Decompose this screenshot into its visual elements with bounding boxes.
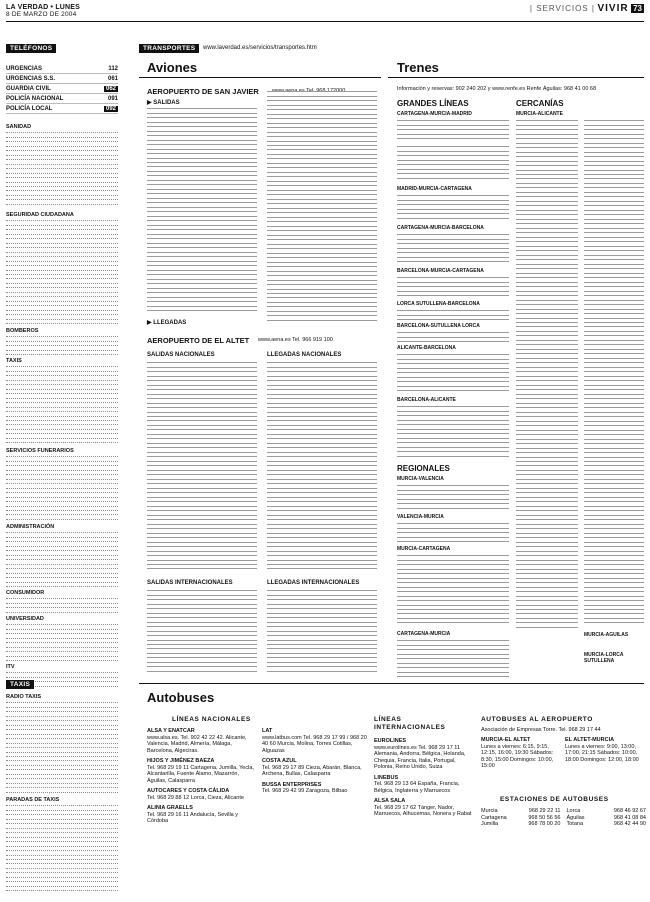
route-heading: BARCELONA-ALICANTE xyxy=(397,397,456,403)
list-lines xyxy=(6,596,118,614)
schedule-lines xyxy=(397,308,509,320)
paper-name: LA VERDAD • LUNES xyxy=(6,4,81,11)
page-number: 73 xyxy=(633,4,642,13)
schedule-lines xyxy=(397,553,509,627)
estaciones-title: ESTACIONES DE AUTOBUSES xyxy=(500,796,609,803)
sanjavier-salidas: ▶ SALIDAS xyxy=(147,100,180,106)
altet-lleg-nac: LLEGADAS NACIONALES xyxy=(267,352,342,358)
aeropuerto-info: Asociación de Empresas Torre. Tel. 968 29 17 44 xyxy=(481,727,601,733)
route-heading: LORCA SUTULLENA-BARCELONA xyxy=(397,301,480,307)
route-murcia-altet xyxy=(481,737,559,770)
sanjavier-llegadas: ▶ LLEGADAS xyxy=(147,320,187,326)
bus-company: ALINIA GRAELLS Tel. 968 29 16 11 Andalucía, Sevilla y Córdoba xyxy=(147,805,239,824)
route-heading: CARTAGENA-MURCIA xyxy=(397,631,451,637)
transport-url: www.laverdad.es/servicios/transportes.htm xyxy=(203,45,317,51)
schedule-lines xyxy=(397,193,509,221)
section-heading: SEGURIDAD CIUDADANA xyxy=(6,212,74,218)
bus-company: EUROLINES www.eurolines.es Tel. 968 29 17 11 Alemania, Andorra, Bélgica, Holanda, Chequia, Francia, Italia, Portugal, Polonia, Reino Unido, Suiza xyxy=(374,738,466,770)
schedule-lines xyxy=(397,638,509,678)
list-lines xyxy=(6,218,118,326)
route-heading: CARTAGENA-MURCIA-MADRID xyxy=(397,111,472,117)
route-heading: ALICANTE-BARCELONA xyxy=(397,345,456,351)
aeropuerto-title: AUTOBUSES AL AEROPUERTO xyxy=(481,716,593,723)
regionales: REGIONALES xyxy=(397,464,450,473)
phone-directory xyxy=(6,122,118,688)
cercanias: CERCANÍAS xyxy=(516,99,564,108)
station-row: Totana 968 42 44 90 xyxy=(566,821,646,827)
trenes-title: Trenes xyxy=(397,60,439,75)
schedule-lines xyxy=(397,118,509,140)
emergency-row: URGENCIAS 112 xyxy=(6,64,118,74)
bus-company: ALSA SALA Tel. 968 29 17 62 Tánger, Nador, Marruecos, Alhucemas, Nonera y Rabat xyxy=(374,798,472,817)
section-heading: ADMINISTRACIÓN xyxy=(6,524,55,530)
schedule-lines xyxy=(147,588,257,676)
route-heading: BARCELONA-MURCIA-CARTAGENA xyxy=(397,268,484,274)
schedule-lines xyxy=(397,144,509,182)
route-heading: VALENCIA-MURCIA xyxy=(397,514,444,520)
taxis-paradas: PARADAS DE TAXIS xyxy=(6,797,60,803)
sanjavier-title: AEROPUERTO DE SAN JAVIER xyxy=(147,87,259,96)
nacionales-col2 xyxy=(262,728,368,795)
altet-sal-int: SALIDAS INTERNACIONALES xyxy=(147,580,233,586)
station-row: Lorca 968 46 92 67 xyxy=(566,808,646,814)
bus-company: AUTOCARES Y COSTA CÁLIDA Tel. 968 29 88 12 Lorca, Cieza, Alicante xyxy=(147,788,244,801)
internacionales-col xyxy=(374,738,474,818)
bus-company: ALSA Y ENATCAR www.alsa.es. Tel. 902 42 22 42. Alicante, Valencia, Madrid, Almería, Málaga, Barcelona, Algeciras. xyxy=(147,728,247,754)
list-lines xyxy=(6,130,118,210)
station-row: Murcia 968 29 22 11 xyxy=(481,808,561,814)
schedule-lines xyxy=(397,275,509,297)
nacionales-title: LÍNEAS NACIONALES xyxy=(172,716,251,723)
list-lines xyxy=(6,334,118,356)
section-heading: SERVICIOS FUNERARIOS xyxy=(6,448,74,454)
list-lines xyxy=(6,530,118,588)
transport-tab: TRANSPORTES xyxy=(139,44,199,53)
list-lines xyxy=(6,364,118,446)
route-heading: MURCIA-AGUILAS xyxy=(584,632,629,638)
sanjavier-info: www.aena.es Tel. 968 172000 xyxy=(272,88,346,94)
trenes-info: Información y reservas: 902 240 202 y www.renfe.es Renfe Águilas: 968 41 00 68 xyxy=(397,86,597,92)
schedule-lines xyxy=(584,118,644,638)
emergency-row: GUARDIA CIVIL 062 xyxy=(6,84,118,94)
bus-company: BUSSA ENTERPRISES Tel. 968 29 42 99 Zaragoza, Bilbao xyxy=(262,781,348,794)
schedule-lines xyxy=(147,360,257,572)
section-name: | SERVICIOS | xyxy=(529,4,595,13)
section-heading: SANIDAD xyxy=(6,124,32,130)
section-heading: UNIVERSIDAD xyxy=(6,616,44,622)
route-altet-murcia xyxy=(565,737,645,763)
schedule-lines xyxy=(397,404,509,460)
schedule-lines xyxy=(267,588,377,676)
schedule-lines xyxy=(516,118,578,638)
internacionales-title: LÍNEAS INTERNACIONALES xyxy=(374,716,446,731)
autobuses-title: Autobuses xyxy=(147,690,215,705)
altet-lleg-int: LLEGADAS INTERNACIONALES xyxy=(267,580,360,586)
bus-company: LINEBUS Tel. 968 29 13 64 España, Francia, Bélgica, Inglaterra y Marruecos xyxy=(374,774,460,794)
route-heading: MURCIA-VALENCIA xyxy=(397,476,444,482)
route-heading: BARCELONA-SUTULLENA LORCA xyxy=(397,323,480,329)
altet-title: AEROPUERTO DE EL ALTET xyxy=(147,336,250,345)
schedule-lines xyxy=(397,483,509,511)
masthead-right xyxy=(530,3,644,14)
schedule-lines xyxy=(397,352,509,394)
section-heading: BOMBEROS xyxy=(6,328,39,334)
bus-company: COSTA AZUL Tel. 968 29 17 89 Cieza, Abarán, Blanca, Archena, Bullas, Calasparra xyxy=(262,758,362,777)
list-lines xyxy=(6,454,118,522)
station-row: Cartagena 968 50 56 56 xyxy=(481,814,561,821)
emergency-row: POLICÍA LOCAL 092 xyxy=(6,104,118,114)
schedule-lines xyxy=(267,360,377,572)
emergency-table xyxy=(6,64,118,114)
bus-company: HIJOS Y JIMÉNEZ BAEZA Tel. 968 29 19 11 Cartagena, Jumilla, Yecla, Alcantarilla, Fuente Álamo, Mazarrón, Águilas, Calasparra xyxy=(147,758,254,784)
schedule-lines xyxy=(267,89,377,327)
altet-info: www.aena.es Tel. 966 919 100 xyxy=(258,337,333,343)
schedule-lines xyxy=(397,521,509,543)
route-heading: MURCIA-LORCA SUTULLENA xyxy=(584,652,624,664)
taxis-box xyxy=(6,692,118,896)
schedule-lines xyxy=(397,232,509,264)
bus-route: MURCIA-EL ALTET Lunes a viernes: 6:15, 9:15, 12:15, 16:00, 19:30 Sábados: 8:30, 15:00 Domingos: 10:00, 15:00 xyxy=(481,737,554,769)
taxis-tab: TAXIS xyxy=(6,680,34,689)
list-lines xyxy=(6,803,118,893)
emergency-row: URGENCIAS S.S. 061 xyxy=(6,74,118,84)
masthead-left xyxy=(6,4,80,18)
route-heading: MURCIA-CARTAGENA xyxy=(397,546,451,552)
schedule-lines xyxy=(147,106,257,314)
taxis-subtitle: RADIO TAXIS xyxy=(6,694,42,700)
list-lines xyxy=(6,700,118,795)
bus-company: LAT www.latbus.com Tel. 968 29 17 99 / 968 20 40 60 Murcia, Molina, Torres Cotillas, Alguazas xyxy=(262,728,367,754)
route-heading: CARTAGENA-MURCIA-BARCELONA xyxy=(397,225,484,231)
schedule-lines xyxy=(397,330,509,342)
masthead-rule xyxy=(6,21,644,22)
station-row: Jumilla 968 78 00 20 xyxy=(481,821,561,827)
issue-date: 8 DE MARZO DE 2004 xyxy=(6,11,77,18)
route-heading: MADRID-MURCIA-CARTAGENA xyxy=(397,186,472,192)
bus-route: EL ALTET-MURCIA Lunes a viernes: 9:00, 13:00, 17:00, 21:15 Sábados: 10:00, 18:00 Domingos: 12:00, 18:00 xyxy=(565,737,639,763)
estaciones-grid xyxy=(481,808,646,828)
station-row: Águilas 968 41 08 84 xyxy=(566,814,646,821)
section-heading: TAXIS xyxy=(6,358,22,364)
section-heading: CONSUMIDOR xyxy=(6,590,45,596)
list-lines xyxy=(6,622,118,662)
section-vivir: VIVIR xyxy=(597,3,629,14)
emergency-row: POLICÍA NACIONAL 091 xyxy=(6,94,118,104)
aviones-title: Aviones xyxy=(147,60,198,75)
route-heading: MURCIA-ALICANTE xyxy=(516,111,563,117)
section-heading: ITV xyxy=(6,664,15,670)
grandes-lineas: GRANDES LÍNEAS xyxy=(397,99,469,108)
nacionales-col1 xyxy=(147,728,257,825)
phones-tab: TELÉFONOS xyxy=(6,44,56,53)
altet-sal-nac: SALIDAS NACIONALES xyxy=(147,352,215,358)
